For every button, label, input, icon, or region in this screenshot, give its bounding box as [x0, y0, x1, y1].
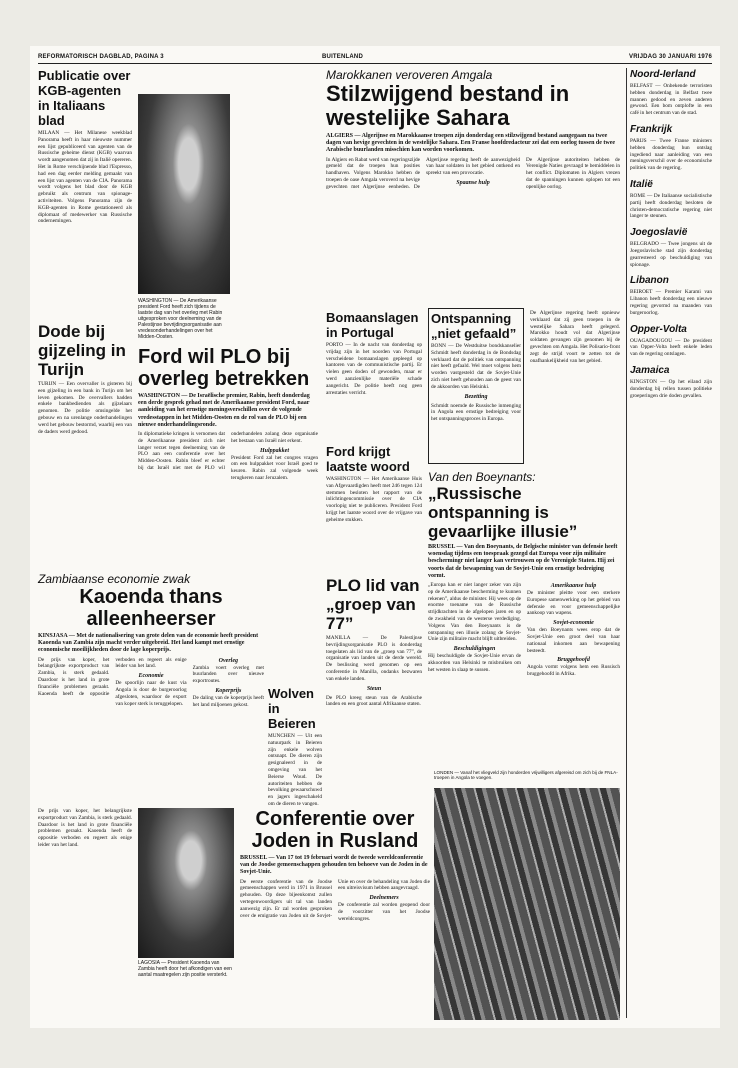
body-joden — [240, 879, 430, 923]
article-sahara-continued — [530, 308, 620, 464]
sidebar-divider — [626, 68, 627, 1018]
article-sahara — [326, 68, 620, 306]
body-ford-text2: President Ford zal het congres vragen om een hulppakket voor Israël goed te keuren. Rabin zal volgende week terugkeren naar Jeruzalem. — [231, 454, 318, 481]
article-joden — [240, 808, 430, 1018]
headline-plo-77: PLO lid van „groep van 77” — [326, 576, 420, 633]
body-sahara-text: In Algiers en Rabat werd van regeringszijde gemeld dat de troepen hun posities handhaven. Volgens Marokko hebben de troepen de oase Amgala veroverd na hevige gevechten met Algerijnse eenheden. De Algerijnse regering heeft de aanwezigheid van haar soldaten in het gebied ontkend en spreekt van een provocatie. — [326, 156, 520, 190]
subhead-bezetting: Bezetting — [464, 393, 488, 400]
headline-sahara: Stilzwijgend bestand in westelijke Sahara — [326, 81, 570, 130]
headline-ford: Ford wil PLO bij overleg betrekken — [138, 346, 310, 390]
sidebar-text: PARIJS — Twee Franse ministers hebben donderdag hun ontslag ingediend naar aanleiding van een meningsverschil over de economische politiek van de regering. — [630, 137, 712, 172]
header-rule — [38, 63, 712, 64]
subhead-bruggehoofd: Bruggehoofd — [557, 657, 590, 664]
sidebar-text: OUAGADOUGOU — De president van Opper-Volta heeft enkele leden van de regering ontslagen. — [630, 337, 712, 358]
body-joden-text2: De conferentie zal worden geopend door de voorzitter van het Joodse wereldcongres. — [338, 902, 430, 922]
lead-boeynants: BRUSSEL — Van den Boeynants, de Belgische minister van defensie heeft woensdag tijdens een toespraak gezegd dat Europa voor zijn militaire beschermingr niet langer kan vertrouwen op de Verenigde Staten. Hij zei voorts dat de bewapening van de Sovjet-Unie een ernstige bedreiging vormt. — [428, 544, 618, 579]
body-ontspanning-2: Schmidt noemde de Russische inmenging in Angola een ernstige bedreiging voor het ontspanningsproces in Europa. — [431, 402, 521, 423]
header-center: BUITENLAND — [322, 54, 363, 60]
subhead-hulppakket: Hulppakket — [259, 447, 289, 454]
sidebar-title: Joegoslavië — [630, 227, 688, 239]
article-wolven — [268, 686, 322, 807]
article-portugal — [326, 310, 422, 440]
article-ford — [138, 346, 318, 566]
sidebar-item — [630, 123, 712, 172]
subhead-spaanse-hulp: Spaanse hulp — [456, 180, 490, 186]
article-boeynants — [428, 470, 620, 782]
article-laatste-woord — [326, 444, 422, 574]
headline-joden: Conferentie over Joden in Rusland — [251, 808, 419, 852]
headline-kgb: Publicatie over KGB-agenten in Italiaans blad — [38, 68, 131, 128]
body-kaoenda-text3: Zambia voert overleg met buurlanden over nieuwe exportroutes. — [192, 664, 264, 685]
kicker-sahara: Marokkanen veroveren Amgala — [326, 68, 493, 82]
caption-crowd-photo: LONDEN — Vanaf het vliegveld zijn honderden vrijwilligers afgereisd om zich bij de FNLA-troepen in Angola te voegen. — [434, 770, 618, 781]
article-kaoenda — [38, 572, 264, 802]
headline-laatste-woord: Ford krijgt laatste woord — [326, 444, 410, 474]
article-plo-77 — [326, 576, 422, 782]
caption-kaoenda-photo: LAGOSIA — President Kaoenda van Zambia heeft door het afkondigen van een aantal maatregelen zijn positie versterkt. — [138, 960, 232, 978]
headline-turijn: Dode bij gijzeling in Turijn — [38, 322, 126, 379]
article-kaoenda-continued — [38, 806, 132, 1016]
subhead-koperprijs: Koperprijs — [215, 688, 242, 694]
news-sidebar — [630, 68, 712, 1018]
sidebar-text: BEIROET — Premier Karami van Libanon heeft donderdag een nieuwe regering gevormd na maanden van burgeroorlog. — [630, 289, 712, 316]
photo-ford — [138, 94, 230, 294]
body-sahara — [326, 157, 620, 191]
body-kaoenda — [38, 657, 264, 709]
body-kgb: MILAAN — Het Milanese weekblad Panorama heeft in haar nieuwste nummer een lijst gepubliceerd van agenten van de Russische geheime dienst (KGB) waarvan wordt aangenomen dat zij in Italië opereren. Het in Rome verschijnende blad l'Espresso, had een dag eerder melding gemaakt van een lijst van agenten van de CIA. Panorama wordt volgens het blad door de KGB gebruikt als centrum van spionage-activiteiten. Volgens Panorama zijn de KGB-agenten in Rome gestationeerd als diplomaat of medewerker van Russische ondernemingen. — [38, 130, 132, 225]
sidebar-item — [630, 364, 712, 399]
body-laatste-woord: WASHINGTON — Het Amerikaanse Huis van Afgevaardigden heeft met 246 tegen 124 stemmen besloten het rapport van de inlichtingencommissie over de CIA voorlopig niet te publiceren. President Ford krijgt het laatste woord over de vrijgave van geheime stukken. — [326, 476, 422, 523]
sidebar-item — [630, 274, 712, 316]
kicker-boeynants: Van den Boeynants: — [428, 470, 536, 484]
headline-portugal: Bomaanslagen in Portugal — [326, 310, 419, 340]
body-ford — [138, 431, 318, 482]
body-ford-text: In diplomatieke kringen is vernomen dat de Amerikaanse president zich niet langer verzet tegen deelneming van de PLO aan een conferentie over het Midden-Oosten. Rabin bleef er echter bij dat Israël niet met de PLO wil onderhandelen zolang deze organisatie het bestaan van Israël niet erkent. — [138, 431, 318, 471]
headline-wolven: Wolven in Beieren — [268, 686, 316, 731]
body-kaoenda-continued: De prijs van koper, het belangrijkste exportproduct van Zambia, is sterk gedaald. Daardoor is het land in grote financiële problemen geraakt. Kaoenda heeft de oppositie verboden en regeert als enige leider van het land. — [38, 808, 132, 848]
article-kgb — [38, 68, 132, 316]
body-wolven: MUNCHEN — Uit een natuurpark in Beieren zijn enkele wolven ontsnapt. De dieren zijn gesignaleerd in de omgeving van het Beierse Woud. De autoriteiten hebben de bevolking gewaarschuwd en jagers ingeschakeld om de dieren te vangen. — [268, 733, 322, 807]
body-boeynants-text4: Van den Boeynants wees erop dat de Sovjet-Unie een groot deel van haar nationaal inkomen aan bewapening besteedt. — [527, 627, 620, 654]
headline-ontspanning: Ontspanning „niet gefaald” — [431, 311, 517, 341]
lead-joden: BRUSSEL — Van 17 tot 19 februari wordt de tweede wereldconferentie van de Joodse gemeenschappen gehouden ten behoeve van de Joden in de Sovjet-Unie. — [240, 855, 428, 876]
body-joden-text: De eerste conferentie van de Joodse gemeenschappen werd in 1971 in Brussel gehouden. Op deze bijeenkomst zullen vertegenwoordigers uit tal van landen aanwezig zijn. Er zal worden gesproken over de emigratie van Joden uit de Sovjet-Unie en over de behandeling van Joden die een uitreisvisum hebben aangevraagd. — [240, 878, 430, 919]
sidebar-title: Frankrijk — [630, 123, 673, 135]
body-portugal: PORTO — In de nacht van donderdag op vrijdag zijn in het noorden van Portugal verscheidene bomaanslagen gepleegd op kantoren van de communistische partij. Er vielen geen doden of gewonden, maar er werd aanzienlijke materiële schade aangericht. De politie heeft nog geen arrestaties verricht. — [326, 342, 422, 396]
sidebar-item — [630, 323, 712, 358]
body-boeynants-text: „Europa kan er niet langer zeker van zijn op de Amerikaanse bescherming te kunnen rekenen”, aldus de minister. Hij wees op de enorme toename van de Russische strijdkrachten in de afgelopen jaren en op de zwakheid van de westerse verdediging. Volgens Van den Boeynants is de ontspanning een illusie zolang de Sovjet-Unie zijn militaire macht blijft uitbreiden. — [428, 582, 521, 643]
body-sahara-text2: De Algerijnse autoriteiten hebben de Verenigde Naties gevraagd te bemiddelen in het conflict. Diplomaten in Algiers vrezen dat de spanningen kunnen oplopen tot een openlijke oorlog. — [526, 156, 620, 190]
sidebar-item — [630, 226, 712, 268]
sidebar-title: Libanon — [630, 275, 669, 287]
photo-crowd — [434, 788, 620, 1020]
body-kaoenda-text: De prijs van koper, het belangrijkste exportproduct van Zambia, is sterk gedaald. Daardoor is het land in grote financiële problemen geraakt. Kaoenda heeft de oppositie verboden en regeert als enige leider van het land. — [38, 656, 187, 697]
kicker-kaoenda: Zambiaanse economie zwak — [38, 572, 191, 586]
sidebar-title: Noord-Ierland — [630, 69, 696, 80]
sidebar-item — [630, 178, 712, 220]
body-plo-77-2: De PLO kreeg steun van de Arabische landen en een groot aantal Afrikaanse staten. — [326, 694, 422, 708]
body-boeynants-text2: Hij beschuldigde de Sovjet-Unie ervan de akkoorden van Helsinki te misbruiken om het westen in slaap te sussen. — [428, 653, 521, 673]
subhead-beschuldigingen: Beschuldigingen — [453, 646, 496, 653]
sidebar-title: Opper-Volta — [630, 323, 687, 335]
sidebar-text: BELFAST — Onbekende terroristen hebben donderdag in Belfast twee mannen gedood en zeven anderen gewond. Een bom ontplofte in een café in het centrum van de stad. — [630, 83, 712, 117]
body-sahara-continued: De Algerijnse regering heeft opnieuw verklaard dat zij geen troepen in de westelijke Sahara heeft gelegerd. Marokko houdt vol dat Algerijnse soldaten gevangen zijn genomen bij de gevechten om Amgala. Het Polisario-front zegt de strijd voort te zetten tot de onafhankelijkheid van het gebied. — [530, 310, 620, 364]
headline-kaoenda: Kaoenda thans alleenheerser — [79, 586, 223, 630]
subhead-overleg: Overleg — [218, 657, 238, 664]
body-boeynants-text5: Angola vormt volgens hem een Russisch bruggehoofd in Afrika. — [527, 664, 620, 678]
body-kaoenda-text4: De daling van de koperprijs heeft het land miljoenen gekost. — [192, 695, 264, 708]
body-boeynants — [428, 582, 620, 678]
body-plo-77: MANILLA — De Palestijnse bevrijdingsorganisatie PLO is donderdag toegelaten als lid van de „groep van 77”, de organisatie van landen uit de derde wereld. De beslissing werd genomen op een conferentie in Manilla, ondanks bezwaren van enkele landen. — [326, 635, 422, 682]
body-kaoenda-text2: De spoorlijn naar de kust via Angola is door de burgeroorlog afgesloten, waardoor de export van koper sterk is teruggelopen. — [115, 680, 187, 707]
subhead-steun: Steun — [366, 685, 382, 692]
sidebar-text: KINGSTON — Op het eiland zijn donderdag bij rellen tussen politieke groeperingen drie doden gevallen. — [630, 378, 712, 399]
lead-ford: WASHINGTON — De Israëlische premier, Rabin, heeft donderdag een derde gesprek gehad met de Amerikaanse president Ford, naar aanleiding van het ernstige meningsverschillen over de volgende vredesstappen in het Midden-Oosten en de rol van de PLO bij een nieuwe onderhandelingsronde. — [138, 393, 310, 428]
article-ontspanning — [428, 308, 524, 464]
sidebar-text: ROME — De Italiaanse socialistische partij heeft donderdag besloten de christen-democratische regering niet langer te steunen. — [630, 192, 712, 220]
headline-boeynants: „Russische ontspanning is gevaarlijke illusie” — [428, 484, 578, 541]
subhead-economie: Economie — [138, 673, 164, 680]
lead-sahara: ALGIERS — Algerijnse en Marokkaanse troepen zijn donderdag een stilzwijgend bestand aangegaan na twee dagen van hevige gevechten in de westelijke Sahara. Een Franse hoofdredacteur zei dat een oorlog tussen de twee Arabische buurlanden misschien kan worden voorkomen. — [326, 133, 616, 154]
subhead-deelnemers: Deelnemers — [369, 895, 399, 902]
header-right: VRIJDAG 30 JANUARI 1976 — [629, 54, 712, 60]
sidebar-title: Italië — [630, 178, 653, 190]
body-boeynants-text3: De minister pleitte voor een sterkere Europese samenwerking op het gebied van defensie en voor gemeenschappelijke aankoop van wapens. — [527, 590, 620, 617]
caption-ford-photo: WASHINGTON — De Amerikaanse president Ford heeft zich tijdens de laatste dag van het overleg met Rabin uitgesproken voor deelneming van de Palestijnse bevrijdingsorganisatie aan vredesonderhandelingen over het Midden-Oosten. — [138, 298, 223, 340]
subhead-sovjet-economie: Sovjet-economie — [553, 620, 594, 627]
lead-kaoenda: KINSJASA — Met de nationalisering van grote delen van de economie heeft president Kaoenda van Zambia zijn macht verder uitgebreid. Het land kampt met ernstige economische moeilijkheden door de lage koperprijs. — [38, 633, 259, 654]
body-turijn: TURIJN — Een overvaller is gisteren bij een gijzeling in een bank in Turijn om het leven gekomen. De overvallers hadden enkele bankbedienden als gijzelaars genomen. De politie omsingelde het gebouw en na urenlange onderhandelingen werd het gebouw bestormd, waarbij een van de daders werd gedood. — [38, 381, 132, 435]
newspaper-page — [30, 46, 720, 1028]
sidebar-title: Jamaica — [630, 364, 670, 376]
sidebar-text: BELGRADO — Twee jongens uit de Joegoslavische stad zijn donderdag gearresteerd op beschuldiging van spionage. — [630, 241, 712, 268]
sidebar-item — [630, 68, 712, 117]
subhead-amerikaanse-hulp: Amerikaanse hulp — [550, 583, 597, 590]
body-ontspanning: BONN — De Westduitse bondskanselier Schmidt heeft donderdag in de Bondsdag verklaard dat de politiek van ontspanning niet heeft gefaald. Wel moet volgens hem worden vastgesteld dat de Sovjet-Unie zich niet heeft gehouden aan de geest van de akkoorden van Helsinki. — [431, 343, 521, 390]
article-turijn — [38, 322, 132, 566]
header-left: REFORMATORISCH DAGBLAD, PAGINA 3 — [38, 54, 164, 60]
photo-kaoenda — [138, 808, 234, 958]
